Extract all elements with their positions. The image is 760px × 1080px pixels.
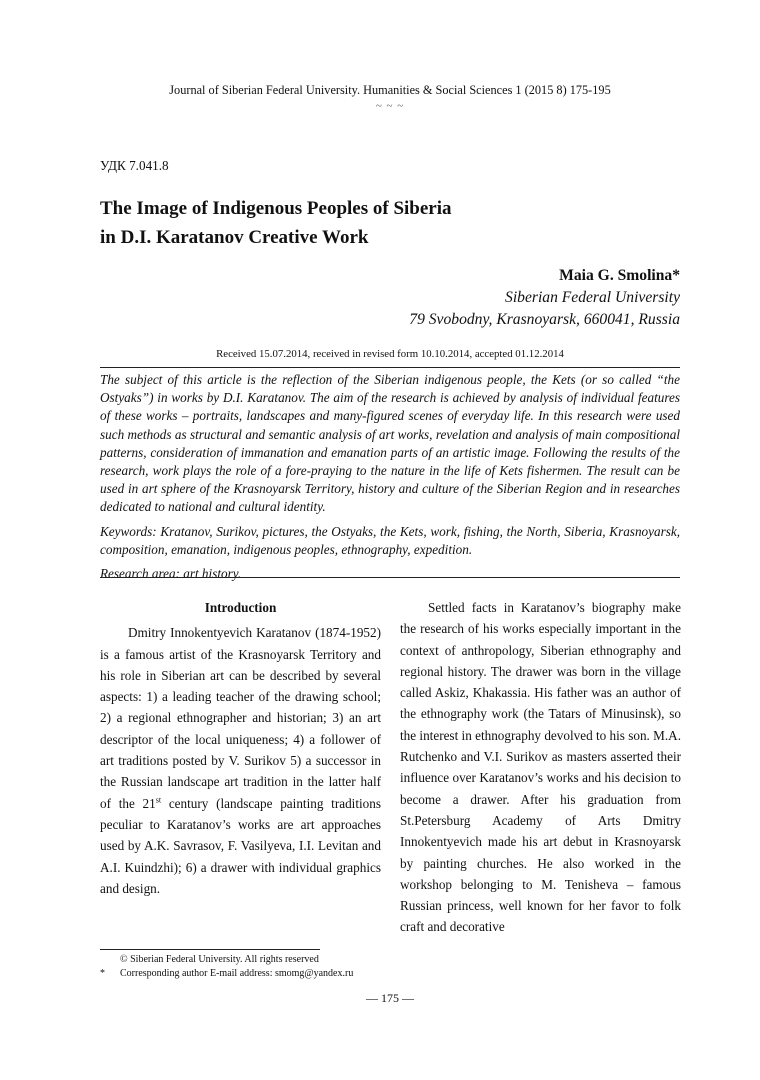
- page-number: — 175 —: [366, 991, 414, 1005]
- author-name: Maia G. Smolina*: [559, 267, 680, 284]
- author-address: 79 Svobodny, Krasnoyarsk, 660041, Russia: [409, 311, 680, 328]
- research-area: Research area: art history.: [100, 566, 242, 582]
- article-title: [100, 194, 660, 252]
- keywords: Keywords: Kratanov, Surikov, pictures, the Ostyaks, the Kets, work, fishing, the North, Siberia, Krasnoyarsk, composition, emanation, indigenous peoples, ethnography, expedition.: [100, 523, 680, 557]
- footnotes: [100, 953, 353, 981]
- journal-header: Journal of Siberian Federal University. Humanities & Social Sciences 1 (2015 8) 175-195: [169, 83, 611, 97]
- corresponding-author-text: Corresponding author E-mail address: smomg@yandex.ru: [120, 968, 354, 979]
- footnote-symbol: [100, 953, 120, 967]
- left-column: [100, 597, 381, 899]
- abstract-text: The subject of this article is the reflection of the Siberian indigenous people, the Kets (or so called “the Ostyaks”) in works by D.I. Karatanov. The aim of the research is achieved by analysis of individual features of these works – portraits, landscapes and many-figured scenes of everyday life. In this research were used such methods as structural and semantic analysis of art works, revelation and analysis of main compositional patterns, consideration of immanation and emanation parts of an artistic image. Following the results of the research, work plays the role of a fore-praying to the nature in the life of Kets fishermen. The result can be used in art sphere of the Krasnoyarsk Territory, history and culture of the Siberian Region and in researches dedicated to national and cultural identity.: [100, 372, 680, 515]
- footnote-corresponding: [100, 967, 353, 981]
- title-line-1: The Image of Indigenous Peoples of Siberia: [100, 198, 452, 219]
- footnote-rule: [100, 949, 320, 950]
- footnote-asterisk: *: [100, 968, 105, 979]
- section-heading-introduction: Introduction: [204, 600, 277, 615]
- footnote-copyright: [100, 953, 353, 967]
- abstract-top-rule: [100, 367, 680, 368]
- header-divider: ~ ~ ~: [375, 100, 405, 112]
- copyright-text: © Siberian Federal University. All rights reserved: [120, 954, 319, 965]
- intro-text-part-2: century (landscape painting traditions peculiar to Karatanov’s works are art approaches used by A.K. Savrasov, F. Vasilyeva, I.I. Levitan and A.I. Kuindzhi); 6) a drawer with individual graphics and design.: [100, 795, 381, 896]
- author-block: [409, 265, 680, 331]
- right-column: [400, 597, 681, 938]
- intro-text-part-1: Dmitry Innokentyevich Karatanov (1874-1952) is a famous artist of the Krasnoyarsk Territory and his role in Siberian art can be described by several aspects: 1) a leading teacher of the drawing school; 2) a regional ethnographer and historian; 3) an art descriptor of the local uniqueness; 4) a follower of art traditions posted by V. Surikov 5) a successor in the Russian landscape art tradition in the latter half of the 21: [100, 625, 381, 811]
- superscript: st: [155, 795, 162, 805]
- abstract-block: [100, 371, 680, 589]
- title-line-2: in D.I. Karatanov Creative Work: [100, 227, 369, 248]
- author-affiliation: Siberian Federal University: [505, 289, 680, 306]
- biography-paragraph: Settled facts in Karatanov’s biography make the research of his works especially important in the context of anthropology, Siberian ethnography and regional history. The drawer was born in the village called Askiz, Khakassia. His father was an author of the ethnography work (the Tatars of Minusinsk), so the interest in ethnography devolved to his son. M.A. Rutchenko and V.I. Surikov as masters asserted their influence over Karatanov’s works and his decision to become a drawer. After his graduation from St.Petersburg Academy of Arts Dmitry Innokentyevich made his art debut in Krasnoyarsk by painting churches. He also worked in the workshop belonging to M. Tenisheva – famous Russian princess, well known for her favor to folk craft and decorative: [400, 600, 681, 935]
- udk-code: УДК 7.041.8: [100, 158, 169, 173]
- abstract-bottom-rule: [100, 577, 680, 578]
- received-dates: Received 15.07.2014, received in revised form 10.10.2014, accepted 01.12.2014: [216, 348, 564, 360]
- intro-paragraph: [100, 622, 381, 899]
